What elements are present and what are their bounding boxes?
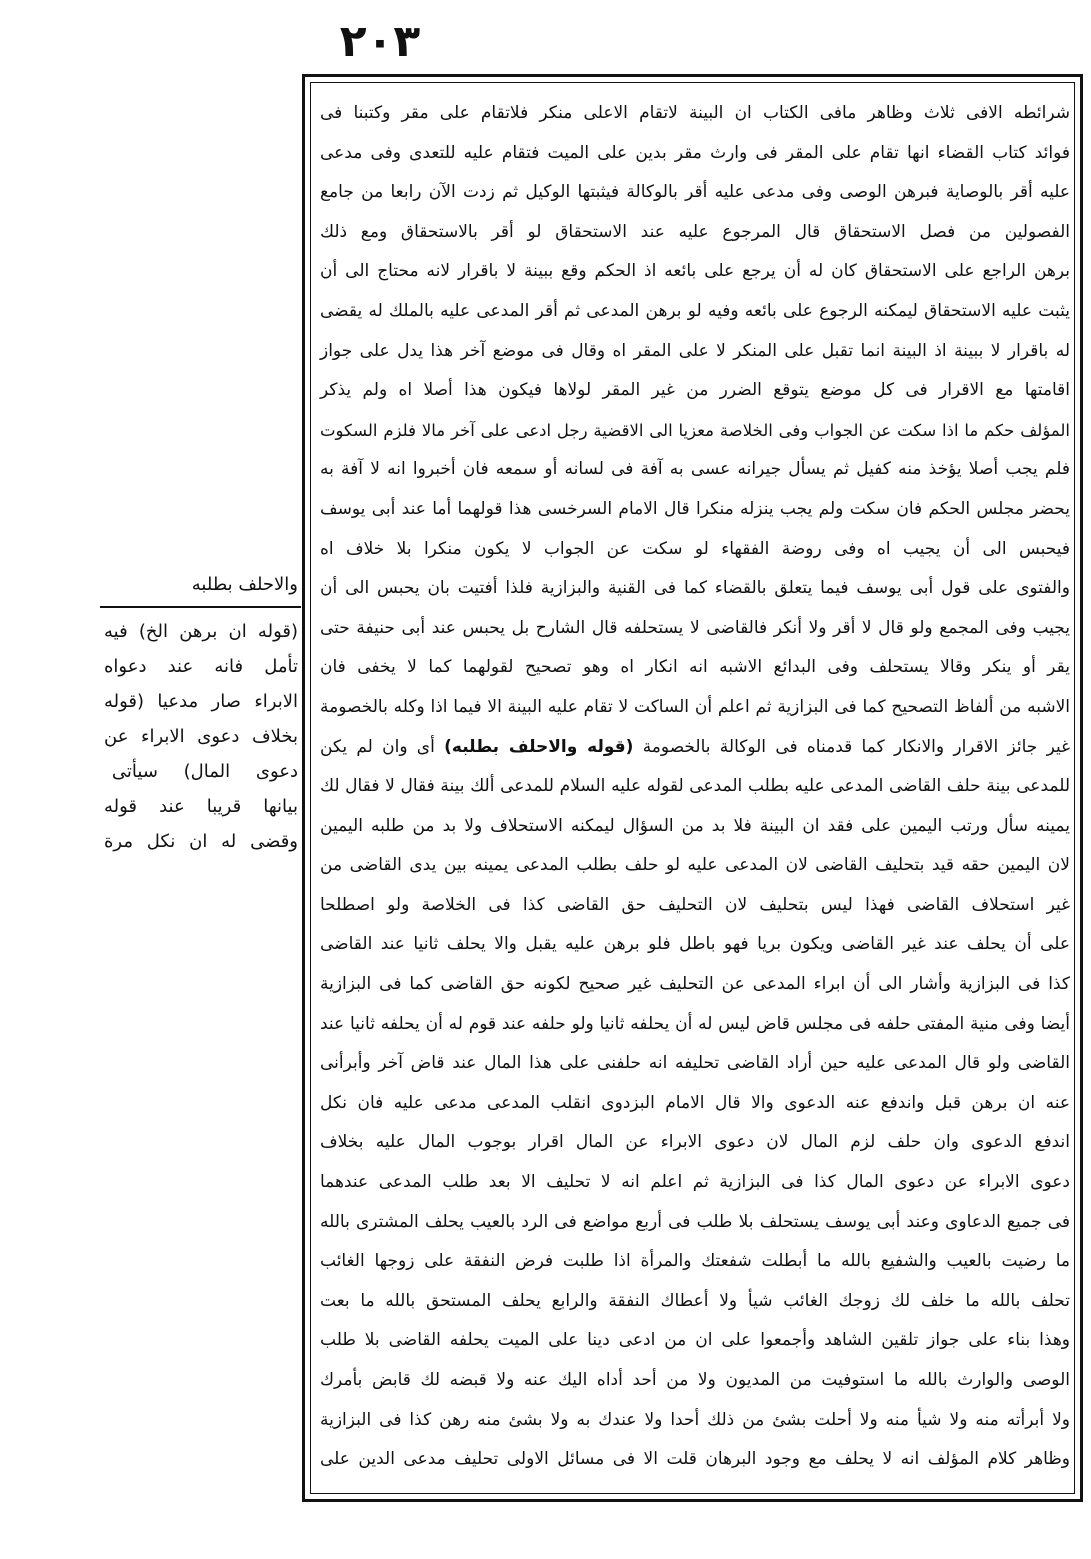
text-line-3: عليه أقر بالوصاية فبرهن الوصى وفى مدعى عليه أقر بالوكالة فيثبتها الوكيل ثم زدت الآن رابعا من جامع xyxy=(320,182,1070,203)
margin-note-line-3: الابراء صار مدعيا (قوله xyxy=(104,691,298,712)
text-line-7: له باقرار لا ببينة اذ البينة انما تقبل على المنكر لا على المقر اه وقال فى موضع آخر هذا يدل على جواز xyxy=(320,340,1070,361)
matn-quote-heading: (قوله والاحلف بطلبه) xyxy=(444,736,634,757)
text-line-5: برهن الراجع على الاستحقاق كان له أن يرجع على بائعه اذ الحكم وقع ببينة لا باقرار لانه محتاج الى أن xyxy=(320,261,1070,282)
text-line-20: لان اليمين حقه قيد بتحليف القاضى لان المدعى عليه لو حلف بطلب المدعى يمينه بين يدى القاضى من xyxy=(320,855,1070,876)
text-line-15: يقر أو ينكر وقالا يستحلف وفى البدائع الاشبه انه انكار اه وهو تصحيح لقولهما كما لا يخفى فان xyxy=(320,657,1070,678)
text-line-1: شرائطه الافى ثلاث وظاهر مافى الكتاب ان البينة لاتقام الاعلى منكر فلاتقام على مقر وكتبنا فى xyxy=(320,103,1070,123)
text-line-19: يمينه سأل ورتب اليمين على فقد ان البينة فلا بد من السؤال ليمكنه الاستحلاف ولا بد من طلبه اليمين xyxy=(320,815,1070,836)
text-line-18: للمدعى بينة حلف القاضى المدعى عليه بطلب المدعى لقوله عليه السلام للمدعى ألك بينة فقال لا فقال لك xyxy=(320,776,1070,797)
margin-note-line-2: تأمل فانه عند دعواه xyxy=(104,656,298,677)
text-line-13: والفتوى على قول أبى يوسف فيما يتعلق بالقضاء كما فى القنية والبزازية فلذا أفتيت بان يحبس الى أن xyxy=(320,578,1070,599)
text-line-16: الاشبه من ألفاظ التصحيح كما فى البزازية ثم اعلم أن الساكت لا تقام عليه البينة الا فيما اذا وكله بالخصومة xyxy=(320,696,1070,717)
margin-note-line-1: (قوله ان برهن الخ) فيه xyxy=(104,621,298,642)
text-line-12: فيحبس الى أن يجيب اه وفى روضة الفقهاء لو سكت عن الجواب لا يكون منكرا بلا خلاف اه xyxy=(320,538,1070,559)
margin-heading: والاحلف بطلبه xyxy=(191,574,298,595)
text-line-32: وهذا بناء على جواز تلقين الشاهد وأجمعوا على ان من ادعى دينا على الميت يحلفه القاضى بلا طلب xyxy=(320,1330,1070,1351)
margin-note-line-4: بخلاف دعوى الابراء عن xyxy=(104,726,298,747)
text-line-28: دعوى الابراء عن دعوى المال كذا فى البزازية ثم اعلم انه لا تحليف الا بعد طلب المدعى عندهما xyxy=(320,1172,1070,1193)
text-line-2: فوائد كتاب القضاء انها تقام على المقر فى وارث مقر بدين على الميت فتقام عليه للتعدى وفى مدعى xyxy=(320,142,1070,163)
text-line-17 xyxy=(318,728,1070,768)
text-line-21: غير استحلاف القاضى فهذا ليس بتحليف لان التحليف حق القاضى كذا فى الخلاصة ولو اصطلحا xyxy=(320,894,1070,915)
text-line-9: المؤلف حكم ما اذا سكت عن الجواب وفى الخلاصة معزيا الى الاقضية رجل ادعى على آخر مالا فلزم السكوت xyxy=(320,420,1070,440)
text-line-34: ولا أبرأته منه ولا شيأ منه ولا أحلت بشئ من ذلك أحدا ولا عندك به ولا بشئ منه رهن كذا فى البزازية xyxy=(320,1409,1070,1430)
margin-note-line-7: وقضى له ان نكل مرة xyxy=(104,831,298,852)
text-line-17-after: أى وان لم يكن xyxy=(319,736,435,757)
text-line-25: القاضى ولو قال المدعى عليه حين أراد القاضى تحليفه انه حلفنى على هذا المال عند قاض آخر وأبرأنى xyxy=(320,1053,1070,1074)
text-line-8: اقامتها مع الاقرار فى كل موضع يتوقع الضرر من غير المقر لولاها فيكون هذا أصلا اه ولم يذكر xyxy=(320,380,1070,401)
margin-note-line-5: دعوى المال) سيأتى xyxy=(111,761,298,782)
text-line-11: يحضر مجلس الحكم فان سكت ولم يجب ينزله منكرا قال الامام السرخسى هذا قولهما أما عند أبى يوسف xyxy=(320,498,1070,519)
margin-note-line-6: بيانها قريبا عند قوله xyxy=(104,796,298,817)
text-line-24: أيضا وفى منية المفتى حلفه فى مجلس قاض ليس له أن يحلفه ثانيا ولو حلفه عند قوم له أن يحلفه ثانيا عند xyxy=(320,1013,1070,1034)
margin-note xyxy=(102,614,298,859)
text-line-14: يجيب وفى المجمع ولو قال لا أقر ولا أنكر فالقاضى لا يستحلفه قال الشارح بل يحبس عند أبى حنيفة حتى xyxy=(320,617,1070,638)
page-number: ٢٠٣ xyxy=(339,16,421,67)
text-line-23: كذا فى البزازية وأشار الى أن ابراء المدعى عن التحليف غير صحيح لكونه حق القاضى كما فى البزازية xyxy=(320,974,1070,995)
main-text-block xyxy=(318,94,1070,1480)
text-line-17-before: غير جائز الاقرار والانكار كما قدمناه فى الوكالة بالخصومة xyxy=(642,736,1070,757)
text-line-26: عنه ان برهن قبل واندفع عنه الدعوى والا قال الامام البزدوى انقلب المدعى مدعى عليه فان نكل xyxy=(320,1092,1070,1113)
text-line-6: يثبت عليه الاستحقاق ليمكنه الرجوع على بائعه وفيه لو برهن المدعى ثم أقر المدعى عليه بالملك له يقضى xyxy=(320,300,1070,321)
text-line-29: فى جميع الدعاوى وعند أبى يوسف يستحلف بلا طلب فى أربع مواضع فى الرد بالعيب يحلف المشترى بالله xyxy=(320,1211,1070,1232)
text-line-30: ما رضيت بالعيب والشفيع بالله ما أبطلت شفعتك والمرأة اذا طلبت فرض النفقة على زوجها الغائب xyxy=(320,1251,1070,1272)
text-line-22: على أن يحلف عند غير القاضى ويكون بريا فهو باطل فلو برهن عليه يقبل والا يحلف ثانيا عند القاضى xyxy=(320,934,1070,955)
text-line-27: اندفع الدعوى وان حلف لزم المال لان دعوى الابراء عن المال اقرار بوجوب المال عليه بخلاف xyxy=(320,1132,1070,1153)
text-line-4: الفصولين من فصل الاستحقاق قال المرجوع عليه عند الاستحقاق لو أقر بالاستحقاق ومع ذلك xyxy=(320,221,1070,242)
text-line-10: فلم يجب أصلا يؤخذ منه كفيل ثم يسأل جيرانه عسى به آفة فى لسانه أو سمعه فان أخبروا انه لا آفة به xyxy=(320,459,1070,480)
text-line-35: وظاهر كلام المؤلف انه لا يحلف مع وجود البرهان قلت الا فى مسائل الاولى تحليف مدعى الدين على xyxy=(320,1449,1070,1470)
text-line-31: تحلف بالله ما خلف لك زوجك الغائب شيأ ولا أعطاك النفقة والرابع يحلف المستحق بالله ما بعت xyxy=(320,1290,1070,1311)
text-line-33: الوصى والوارث بالله ما استوفيت من المديون ولا من أحد أداه اليك عنه ولا قبضه لك قابض بأمرك xyxy=(320,1370,1070,1390)
